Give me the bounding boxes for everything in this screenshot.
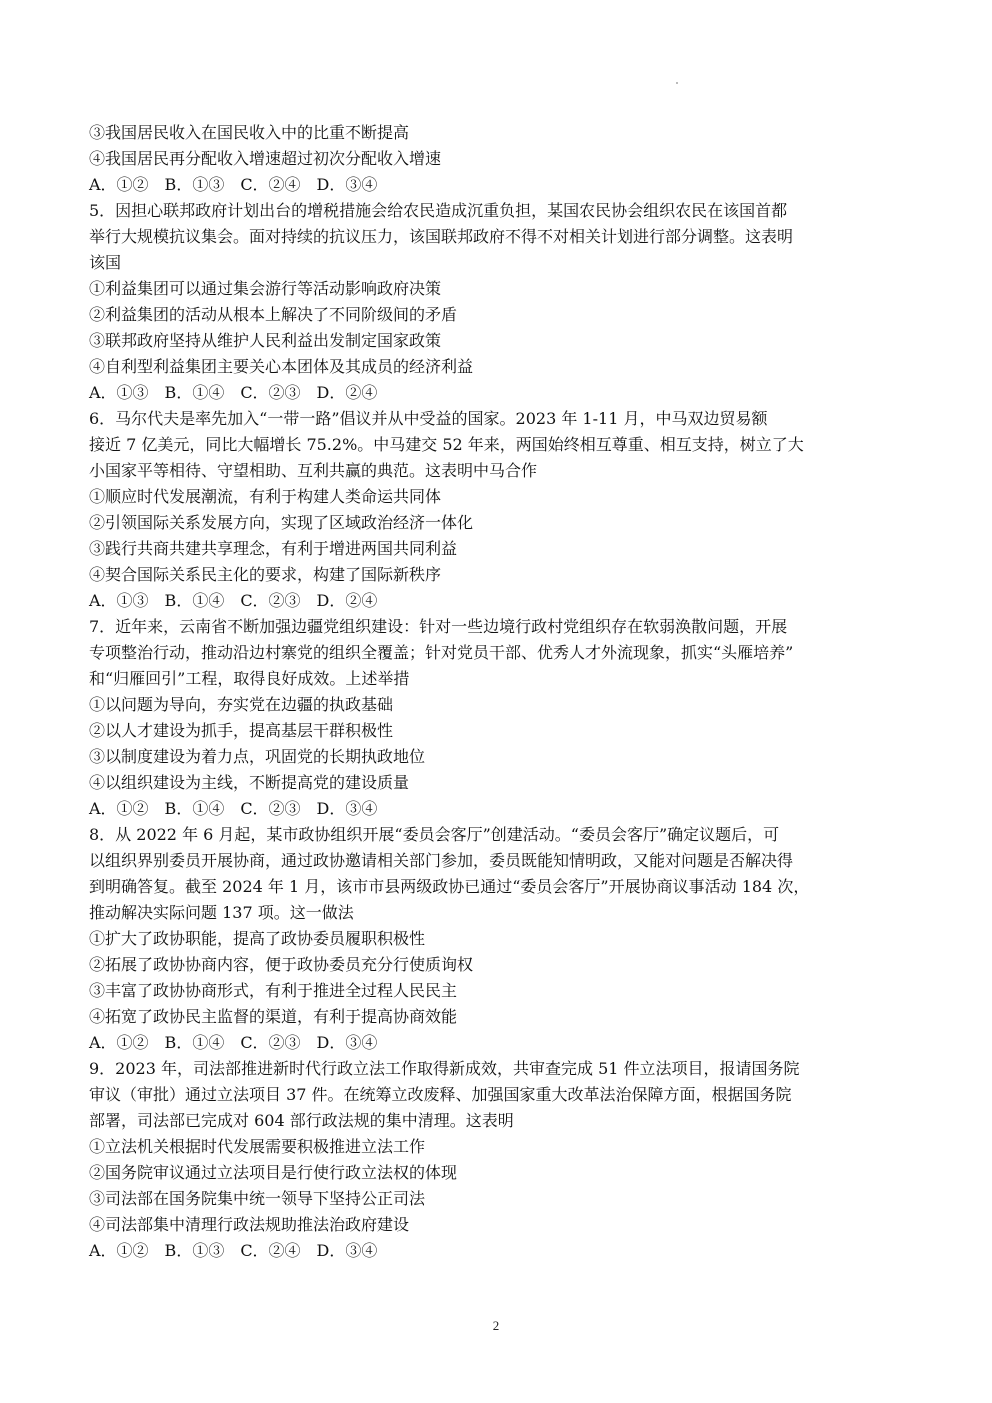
- option-line: ③丰富了政协协商形式，有利于推进全过程人民民主: [89, 981, 458, 1000]
- question-6: [89, 406, 901, 614]
- option-line: ④以组织建设为主线，不断提高党的建设质量: [89, 773, 410, 792]
- option-line: ③践行共商共建共享理念，有利于增进两国共同利益: [89, 539, 458, 558]
- question-8: [89, 822, 901, 1056]
- question-stem-line: 部署，司法部已完成对 604 部行政法规的集中清理。这表明: [89, 1111, 514, 1130]
- question-5: [89, 198, 901, 406]
- question-stem-line: 该国: [89, 253, 122, 272]
- option-line: ④拓宽了政协民主监督的渠道，有利于提高协商效能: [89, 1007, 458, 1026]
- answer-choices: A．①② B．①④ C．②③ D．③④: [89, 1033, 378, 1052]
- question-stem-line: 审议（审批）通过立法项目 37 件。在统筹立改废释、加强国家重大改革法治保障方面，根据国务院: [89, 1085, 792, 1104]
- question-stem-line: 到明确答复。截至 2024 年 1 月，该市市县两级政协已通过“委员会客厅”开展协商议事活动 184 次，: [89, 877, 810, 896]
- question-stem-line: 7．近年来，云南省不断加强边疆党组织建设：针对一些边境行政村党组织存在软弱涣散问题，开展: [89, 617, 788, 636]
- question-stem-line: 举行大规模抗议集会。面对持续的抗议压力，该国联邦政府不得不对相关计划进行部分调整。这表明: [89, 227, 794, 246]
- question-stem-line: 以组织界别委员开展协商，通过政协邀请相关部门参加，委员既能知情明政，又能对问题是否解决得: [89, 851, 794, 870]
- option-line: ①立法机关根据时代发展需要积极推进立法工作: [89, 1137, 426, 1156]
- carryover-block: [89, 120, 901, 198]
- option-line: ②拓展了政协协商内容，便于政协委员充分行使质询权: [89, 955, 474, 974]
- question-stem-line: 小国家平等相待、守望相助、互利共赢的典范。这表明中马合作: [89, 461, 538, 480]
- question-9: [89, 1056, 901, 1264]
- option-line: ③联邦政府坚持从维护人民利益出发制定国家政策: [89, 331, 442, 350]
- option-line: ④我国居民再分配收入增速超过初次分配收入增速: [89, 149, 442, 168]
- answer-choices: A．①③ B．①④ C．②③ D．②④: [89, 591, 378, 610]
- option-line: ③司法部在国务院集中统一领导下坚持公正司法: [89, 1189, 426, 1208]
- option-line: ④司法部集中清理行政法规助推法治政府建设: [89, 1215, 410, 1234]
- option-line: ①利益集团可以通过集会游行等活动影响政府决策: [89, 279, 442, 298]
- answer-choices: A．①② B．①③ C．②④ D．③④: [89, 1241, 378, 1260]
- question-stem-line: 和“归雁回引”工程，取得良好成效。上述举措: [89, 669, 410, 688]
- option-line: ②国务院审议通过立法项目是行使行政立法权的体现: [89, 1163, 458, 1182]
- option-line: ④自利型利益集团主要关心本团体及其成员的经济利益: [89, 357, 474, 376]
- answer-choices: A．①② B．①④ C．②③ D．③④: [89, 799, 378, 818]
- question-stem-line: 5．因担心联邦政府计划出台的增税措施会给农民造成沉重负担，某国农民协会组织农民在该国首都: [89, 201, 788, 220]
- question-stem-line: 接近 7 亿美元，同比大幅增长 75.2%。中马建交 52 年来，两国始终相互尊重、相互支持，树立了大: [89, 435, 804, 454]
- option-line: ③以制度建设为着力点，巩固党的长期执政地位: [89, 747, 426, 766]
- option-line: ②以人才建设为抓手，提高基层干群积极性: [89, 721, 394, 740]
- page-content: [89, 120, 901, 1264]
- option-line: ①以问题为导向，夯实党在边疆的执政基础: [89, 695, 394, 714]
- question-stem-line: 9．2023 年，司法部推进新时代行政立法工作取得新成效，共审查完成 51 件立法项目，报请国务院: [89, 1059, 800, 1078]
- option-line: ④契合国际关系民主化的要求，构建了国际新秩序: [89, 565, 442, 584]
- scan-dot: [676, 82, 678, 84]
- answer-choices: A．①② B．①③ C．②④ D．③④: [89, 175, 378, 194]
- option-line: ②引领国际关系发展方向，实现了区域政治经济一体化: [89, 513, 474, 532]
- option-line: ①扩大了政协职能，提高了政协委员履职积极性: [89, 929, 426, 948]
- question-stem-line: 推动解决实际问题 137 项。这一做法: [89, 903, 354, 922]
- question-7: [89, 614, 901, 822]
- option-line: ②利益集团的活动从根本上解决了不同阶级间的矛盾: [89, 305, 458, 324]
- answer-choices: A．①③ B．①④ C．②③ D．②④: [89, 383, 378, 402]
- page-number: 2: [492, 1318, 500, 1333]
- question-stem-line: 专项整治行动，推动沿边村寨党的组织全覆盖；针对党员干部、优秀人才外流现象，抓实“头雁培养”: [89, 643, 794, 662]
- question-stem-line: 8．从 2022 年 6 月起，某市政协组织开展“委员会客厅”创建活动。“委员会客厅”确定议题后，可: [89, 825, 780, 844]
- option-line: ①顺应时代发展潮流，有利于构建人类命运共同体: [89, 487, 442, 506]
- question-stem-line: 6．马尔代夫是率先加入“一带一路”倡议并从中受益的国家。2023 年 1-11 月，中马双边贸易额: [89, 409, 768, 428]
- option-line: ③我国居民收入在国民收入中的比重不断提高: [89, 123, 410, 142]
